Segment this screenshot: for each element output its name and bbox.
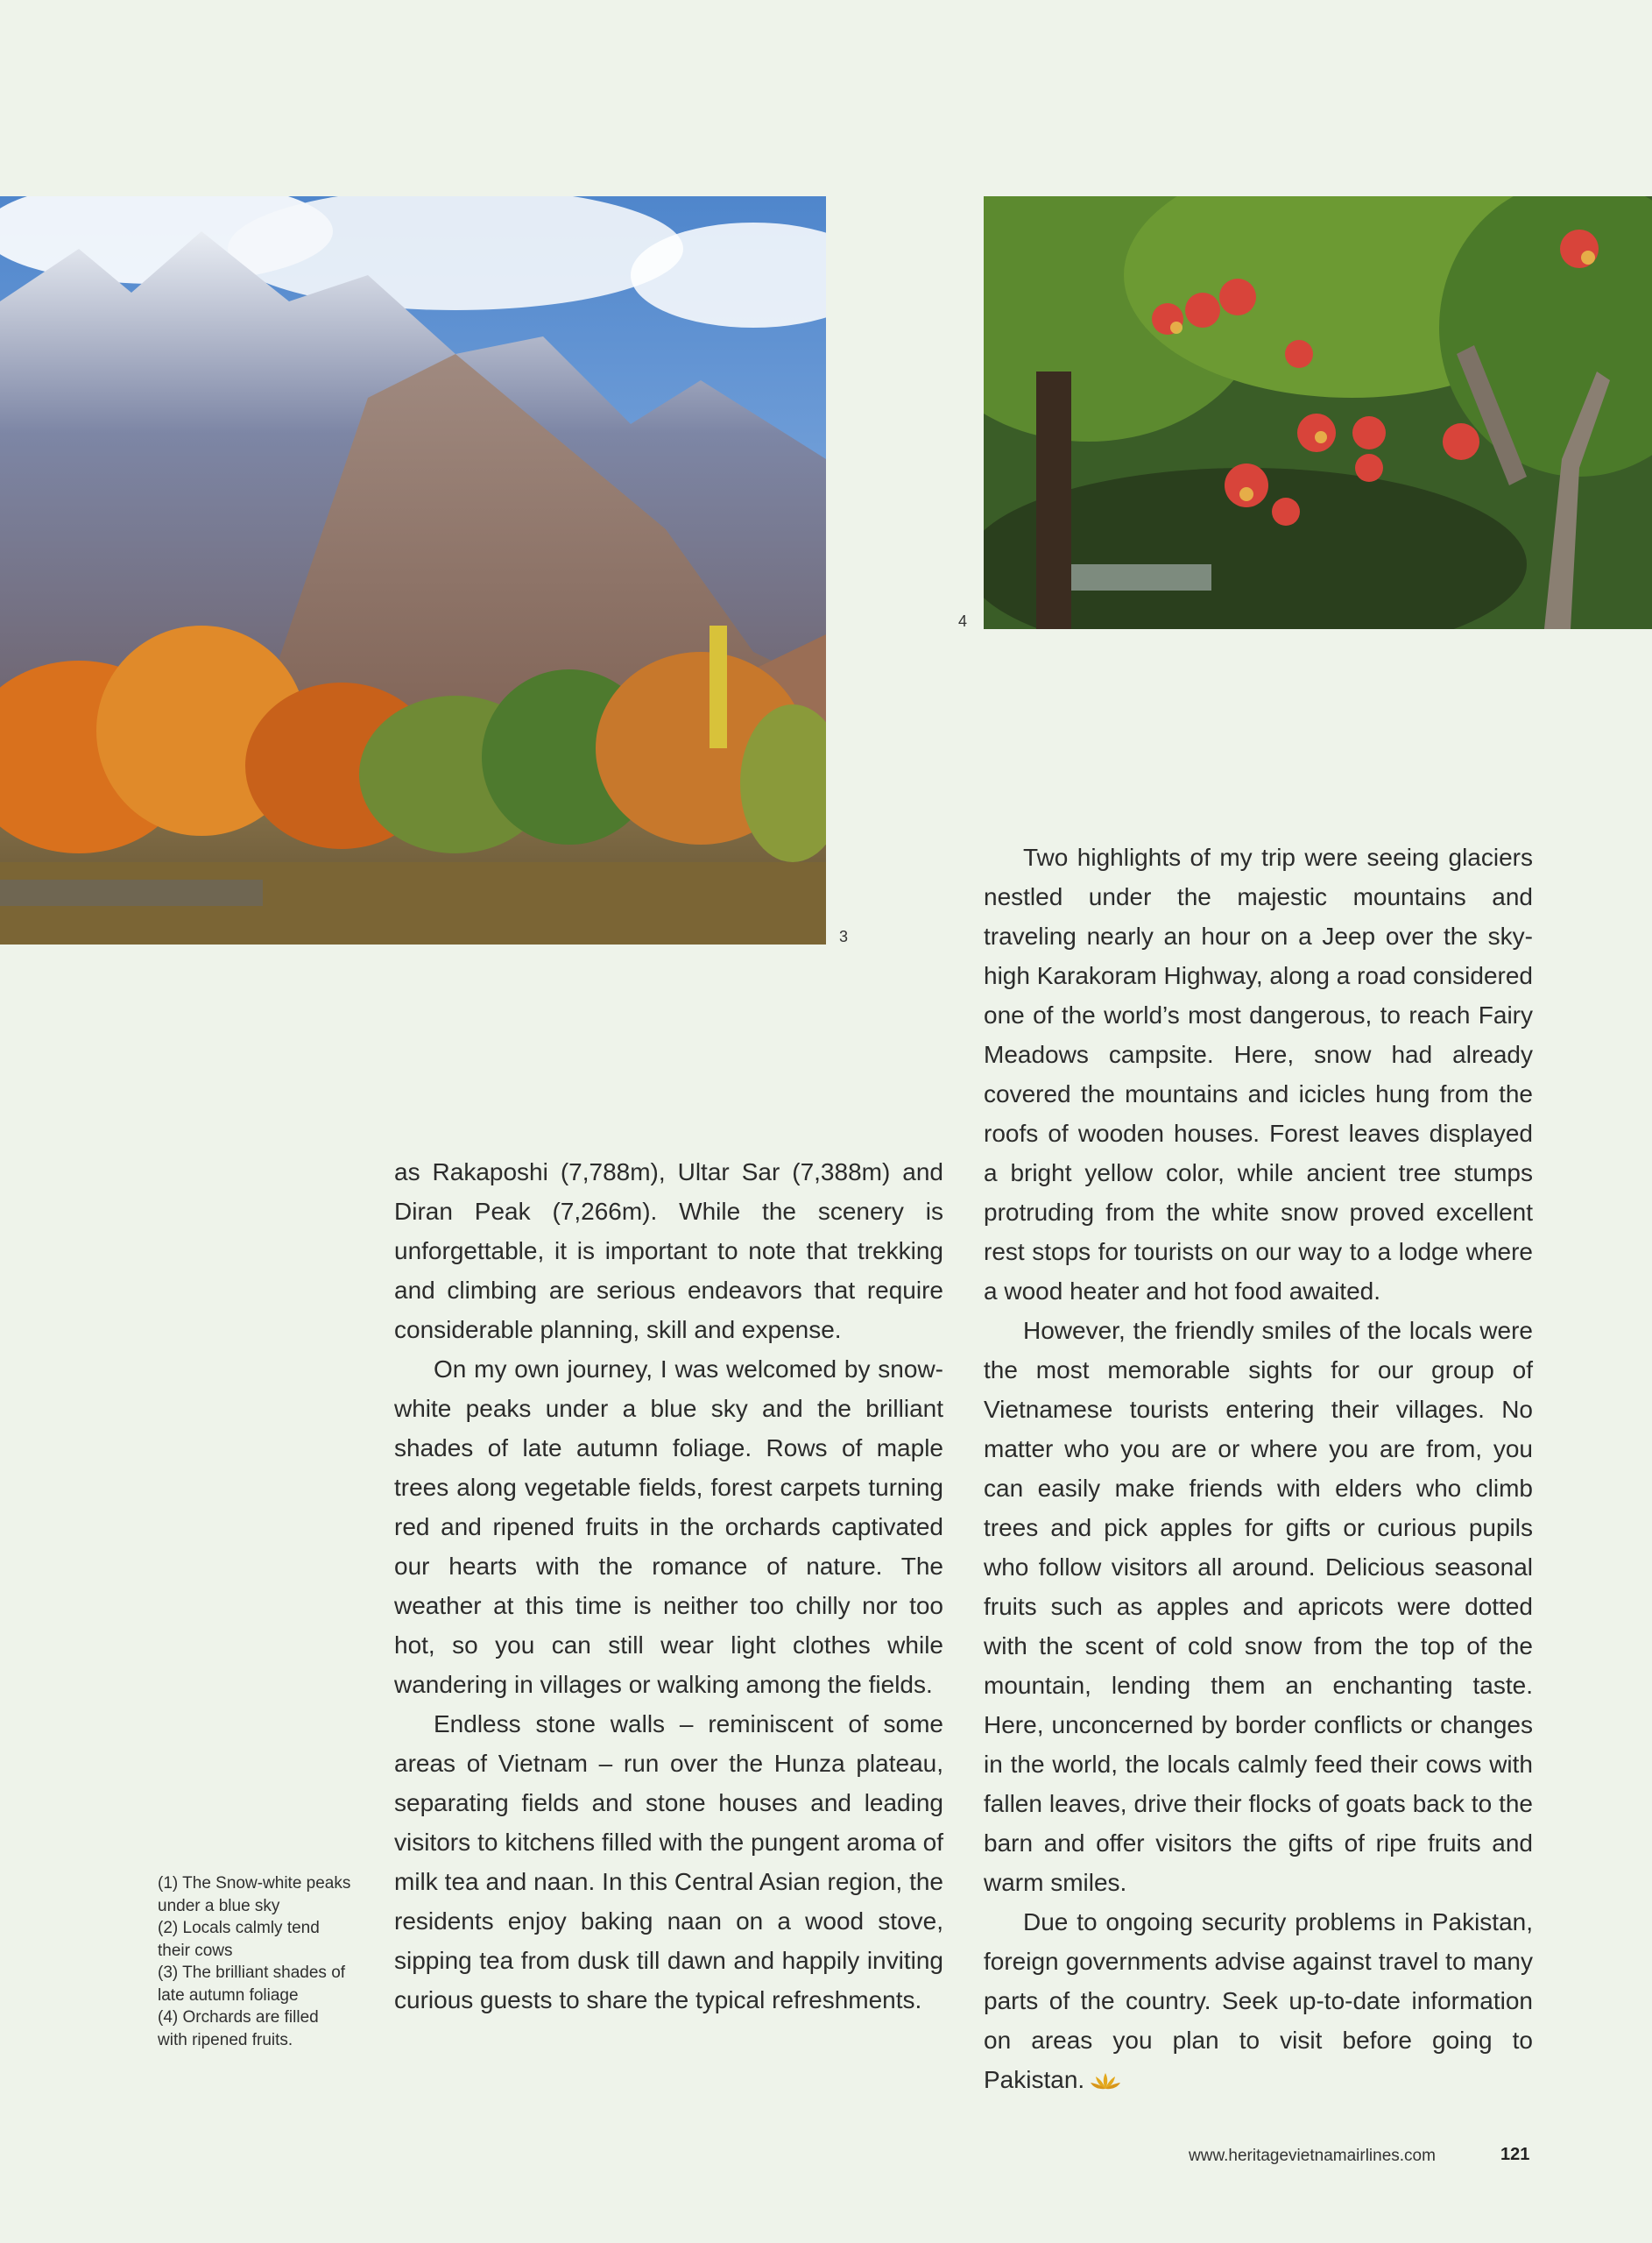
orchard-illustration (984, 196, 1652, 629)
paragraph-2: On my own journey, I was welcomed by snow-white peaks under a blue sky and the brilliant shades of late autumn foliage. Rows of maple trees along vegetable fields, forest carpets turning red and ripened fruits in the orchards captivated our hearts with the romance of nature. The weather at this time is neither too chilly nor too hot, so you can still wear light clothes while wandering in villages or walking among the fields. (394, 1355, 943, 1698)
paragraph-6-text: Due to ongoing security problems in Pakistan, foreign governments advise against travel to many parts of the country. Seek up-to-date information on areas you plan to visit before going to Pakistan. (984, 1908, 1533, 2093)
caption-4: (4) Orchards are filled with ripened fruits. (158, 2008, 319, 2049)
lotus-icon (1090, 2071, 1121, 2091)
photo-mountain-autumn (0, 196, 826, 945)
footer-website-link[interactable]: www.heritagevietnamairlines.com (1189, 2147, 1436, 2165)
mountain-illustration (0, 196, 826, 945)
caption-3: (3) The brilliant shades of late autumn foliage (158, 1964, 346, 2005)
article-column-right (984, 838, 1533, 2099)
photo-captions (158, 1872, 352, 2051)
paragraph-6 (984, 1902, 1533, 2099)
paragraph-1: as Rakaposhi (7,788m), Ultar Sar (7,388m) and Diran Peak (7,266m). While the scenery is unforgettable, it is important to note that trekking and climbing are serious endeavors that require considerable planning, skill and expense. (394, 1158, 943, 1343)
article-column-left (394, 1152, 943, 2020)
caption-1: (1) The Snow-white peaks under a blue sky (158, 1874, 351, 1915)
caption-2: (2) Locals calmly tend their cows (158, 1919, 320, 1960)
photo-number-4: 4 (958, 612, 968, 630)
paragraph-4: Two highlights of my trip were seeing glaciers nestled under the majestic mountains and traveling nearly an hour on a Jeep over the sky-high Karakoram Highway, along a road considered one of the world’s most dangerous, to reach Fairy Meadows campsite. Here, snow had already covered the mountains and icicles hung from the roofs of wooden houses. Forest leaves displayed a bright yellow color, while ancient tree stumps protruding from the white snow proved excellent rest stops for tourists on our way to a lodge where a wood heater and hot food awaited. (984, 844, 1533, 1305)
paragraph-5: However, the friendly smiles of the locals were the most memorable sights for our group of Vietnamese tourists entering their villages. No matter who you are or where you are from, you can easily make friends with elders who climb trees and pick apples for gifts or curious pupils who follow visitors all around. Delicious seasonal fruits such as apples and apricots were dotted with the scent of cold snow from the top of the mountain, lending them an enchanting taste. Here, unconcerned by border conflicts or changes in the world, the locals calmly feed their cows with fallen leaves, drive their flocks of goats back to the barn and offer visitors the gifts of ripe fruits and warm smiles. (984, 1317, 1533, 1896)
paragraph-3: Endless stone walls – reminiscent of some areas of Vietnam – run over the Hunza plateau, separating fields and stone houses and leading visitors to kitchens filled with the pungent aroma of milk tea and naan. In this Central Asian region, the residents enjoy baking naan on a wood stove, sipping tea from dusk till dawn and happily inviting curious guests to share the typical refreshments. (394, 1710, 943, 2013)
page-number: 121 (1500, 2145, 1530, 2164)
photo-number-3: 3 (839, 928, 849, 945)
photo-apple-orchard (984, 196, 1652, 629)
